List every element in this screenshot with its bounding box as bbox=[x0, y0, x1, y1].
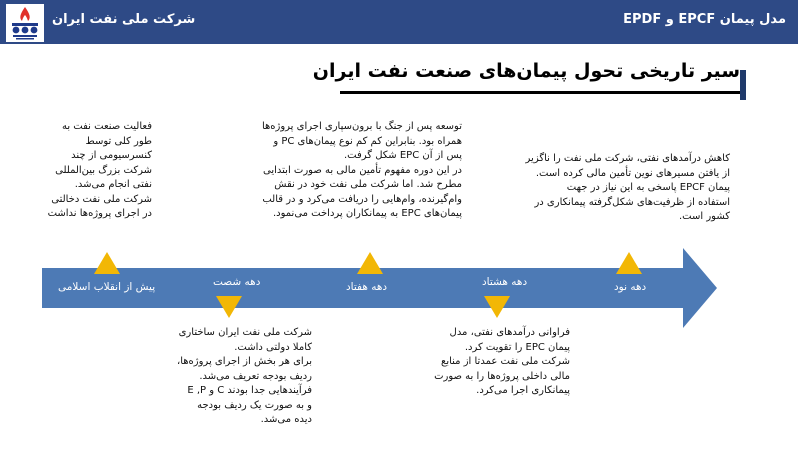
text-70s: توسعه پس از جنگ با برون‌سپاری اجرای پروژه‌ها همراه بود. بنابراین کم کم نوع پیمان‌های PC و پس از آن EPC شکل گرفت. در این دوره مفهوم تأمین مالی به صورت ابتدایی مطرح شد. اما شرکت ملی نفت خود در نقش وام‌گیرنده، وام‌هایی را دریافت می‌کرد و در قالب پیمان‌های EPC به پیمانکاران پرداخت می‌نمود. bbox=[261, 121, 462, 219]
segment-80s: دهه هشتاد bbox=[482, 276, 528, 288]
segment-70s: دهه هفتاد bbox=[346, 281, 388, 293]
segment-90s: دهه نود bbox=[614, 281, 647, 293]
segment-pre-revolution: پیش از انقلاب اسلامی bbox=[58, 281, 156, 293]
page-title: سیر تاریخی تحول پیمان‌های صنعت نفت ایران bbox=[312, 60, 740, 82]
marker-down-60s bbox=[216, 296, 242, 318]
marker-up-70s bbox=[357, 252, 383, 274]
marker-up-90s bbox=[616, 252, 642, 274]
model-title: مدل پیمان EPCF و EPDF bbox=[623, 12, 786, 27]
text-90s: کاهش درآمدهای نفتی، شرکت ملی نفت را ناگزیر از یافتن مسیرهای نوین تأمین مالی کرده است. پیمان EPCF پاسخی به این نیاز در جهت استفاده از ظرفیت‌های شکل‌گرفته پیمانکاری در کشور است. bbox=[525, 153, 730, 222]
text-pre-revolution: فعالیت صنعت نفت به طور کلی توسط کنسرسیومی از چند شرکت بزرگ بین‌المللی نفتی انجام می‌شد. شرکت ملی نفت دخالتی در اجرای پروژه‌ها نداشت bbox=[47, 121, 152, 219]
text-80s: فراوانی درآمدهای نفتی، مدل پیمان EPC را تقویت کرد. شرکت ملی نفت عمدتا از منابع مالی داخلی پروژه‌ها را به صورت پیمانکاری اجرا می‌کرد. bbox=[434, 327, 570, 396]
marker-up-pre-revolution bbox=[94, 252, 120, 274]
organization-name: شرکت ملی نفت ایران bbox=[52, 12, 196, 27]
text-60s: شرکت ملی نفت ایران ساختاری کاملا دولتی داشت. برای هر بخش از اجرای پروژه‌ها، ردیف بودجه تعریف می‌شد. فرآیندهایی جدا بودند C و E ,P و به صورت یک ردیف بودجه دیده می‌شد. bbox=[176, 327, 312, 425]
segment-60s: دهه شصت bbox=[213, 276, 261, 288]
marker-down-80s bbox=[484, 296, 510, 318]
